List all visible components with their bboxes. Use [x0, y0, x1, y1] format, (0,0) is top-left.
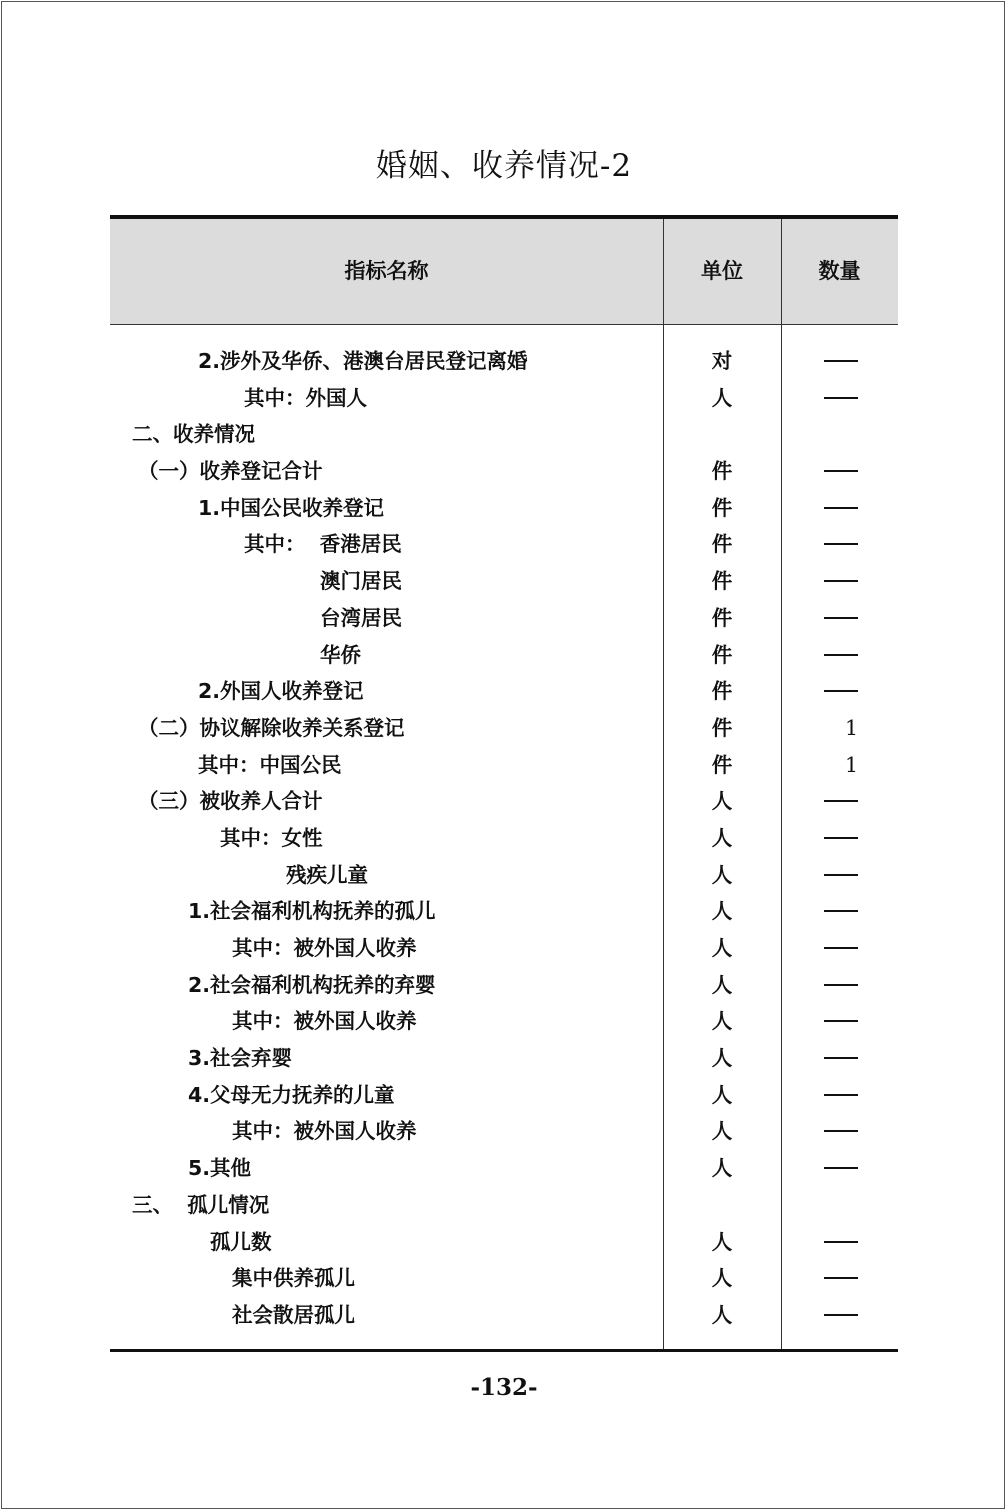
row-unit: 件: [711, 679, 733, 704]
row-unit: 人: [711, 1082, 733, 1107]
table-row: [110, 380, 898, 417]
row-quantity-dash: [824, 1057, 858, 1059]
row-indicator-name: 其中：中国公民: [198, 752, 342, 777]
row-quantity-dash: [824, 1167, 858, 1169]
table-row: [110, 930, 898, 967]
table-row: [110, 600, 898, 637]
row-indicator-name: 2.社会福利机构抚养的弃婴: [188, 972, 436, 997]
table-row: [110, 1224, 898, 1261]
row-indicator-name: 其中：被外国人收养: [232, 1009, 417, 1034]
table-row: [110, 563, 898, 600]
row-unit: 人: [711, 1229, 733, 1254]
table-row: [110, 710, 898, 747]
row-quantity-dash: [824, 910, 858, 912]
row-indicator-name: 其中：被外国人收养: [232, 936, 417, 960]
row-indicator-name: 2.涉外及华侨、港澳台居民登记离婚: [198, 349, 528, 373]
row-unit: 人: [711, 1156, 733, 1181]
row-unit: 件: [711, 459, 733, 484]
row-quantity-dash: [824, 1277, 858, 1279]
row-unit: 件: [711, 715, 733, 740]
row-indicator-name: 台湾居民: [320, 605, 402, 630]
row-quantity-dash: [824, 947, 858, 949]
row-quantity-dash: [824, 580, 858, 582]
table-row: [110, 343, 898, 380]
page-title: 婚姻、收养情况-2: [375, 148, 633, 184]
table-row: [110, 673, 898, 710]
table-row: [110, 1077, 898, 1114]
row-quantity-value: 1: [844, 752, 858, 777]
row-unit: 人: [711, 1302, 733, 1327]
table-row: [110, 967, 898, 1004]
header-quantity: 数量: [818, 259, 861, 283]
table-row: [110, 526, 898, 563]
table-body: [110, 343, 898, 1334]
row-unit: 件: [711, 495, 733, 520]
table-row: [110, 1260, 898, 1297]
row-unit: 件: [711, 752, 733, 777]
page-number: -132-: [470, 1374, 538, 1401]
row-quantity-dash: [824, 1130, 858, 1132]
row-quantity-dash: [824, 397, 858, 399]
row-quantity-dash: [824, 800, 858, 802]
row-indicator-name: 2.外国人收养登记: [198, 679, 364, 704]
row-unit: 件: [711, 642, 733, 667]
table-row: [110, 783, 898, 820]
row-indicator-name: 社会散居孤儿: [232, 1302, 355, 1327]
row-unit: 件: [711, 532, 733, 557]
row-unit: 人: [711, 862, 733, 887]
table-row: [110, 747, 898, 784]
table-row: [110, 1187, 898, 1224]
table-row: [110, 1040, 898, 1077]
table-row: [110, 416, 898, 453]
row-unit: 人: [711, 1009, 733, 1034]
table-row: [110, 637, 898, 674]
row-indicator-name: 二、收养情况: [132, 422, 255, 447]
row-unit: 人: [711, 972, 733, 997]
row-indicator-name: （二）协议解除收养关系登记: [138, 715, 405, 740]
row-quantity-dash: [824, 1020, 858, 1022]
table-bottom-rule: [110, 1349, 898, 1352]
row-indicator-name: 其中：女性: [220, 825, 323, 850]
row-quantity-dash: [824, 617, 858, 619]
row-quantity-dash: [824, 654, 858, 656]
row-unit: 人: [711, 1266, 733, 1291]
row-indicator-name: 集中供养孤儿: [232, 1266, 355, 1291]
header-unit: 单位: [701, 259, 743, 283]
row-quantity-dash: [824, 874, 858, 876]
row-unit: 对: [711, 349, 733, 373]
row-indicator-name: 4.父母无力抚养的儿童: [188, 1082, 395, 1107]
row-unit: 人: [711, 1119, 733, 1144]
statistics-table: [110, 215, 898, 1352]
table-row: [110, 453, 898, 490]
row-quantity-value: 1: [844, 715, 858, 740]
row-quantity-dash: [824, 984, 858, 986]
row-quantity-dash: [824, 837, 858, 839]
table-row: [110, 1297, 898, 1334]
row-indicator-name: 1.中国公民收养登记: [198, 495, 385, 520]
row-unit: 件: [711, 569, 733, 594]
table-row: [110, 893, 898, 930]
row-unit: 人: [711, 825, 733, 850]
row-indicator-name: 5.其他: [188, 1156, 252, 1181]
row-quantity-dash: [824, 360, 858, 362]
row-unit: 人: [711, 789, 733, 814]
table-row: [110, 1003, 898, 1040]
row-unit: 人: [711, 1046, 733, 1071]
row-quantity-dash: [824, 543, 858, 545]
row-unit: 件: [711, 605, 733, 630]
table-row: [110, 1150, 898, 1187]
row-indicator-name: 残疾儿童: [286, 862, 368, 887]
row-indicator-name: 孤儿数: [210, 1229, 272, 1254]
table-row: [110, 1113, 898, 1150]
row-quantity-dash: [824, 1314, 858, 1316]
row-indicator-name: 三、 孤儿情况: [132, 1192, 270, 1217]
row-indicator-name: 1.社会福利机构抚养的孤儿: [188, 899, 436, 924]
table-row: [110, 490, 898, 527]
row-indicator-name: 华侨: [320, 642, 361, 667]
table-row: [110, 820, 898, 857]
table-row: [110, 857, 898, 894]
header-indicator-name: 指标名称: [344, 259, 429, 283]
row-indicator-name: 其中：被外国人收养: [232, 1119, 417, 1144]
row-unit: 人: [711, 936, 733, 960]
table-header: [110, 219, 898, 325]
row-quantity-dash: [824, 507, 858, 509]
row-indicator-name: 3.社会弃婴: [188, 1046, 293, 1071]
row-quantity-dash: [824, 690, 858, 692]
row-quantity-dash: [824, 470, 858, 472]
row-indicator-name: 其中：外国人: [244, 385, 367, 410]
row-quantity-dash: [824, 1241, 858, 1243]
row-indicator-name: 澳门居民: [320, 569, 402, 594]
row-indicator-name: 其中： 香港居民: [244, 532, 402, 557]
row-indicator-name: （三）被收养人合计: [138, 789, 323, 814]
row-unit: 人: [711, 385, 733, 410]
row-indicator-name: （一）收养登记合计: [138, 459, 323, 484]
row-quantity-dash: [824, 1094, 858, 1096]
row-unit: 人: [711, 899, 733, 924]
